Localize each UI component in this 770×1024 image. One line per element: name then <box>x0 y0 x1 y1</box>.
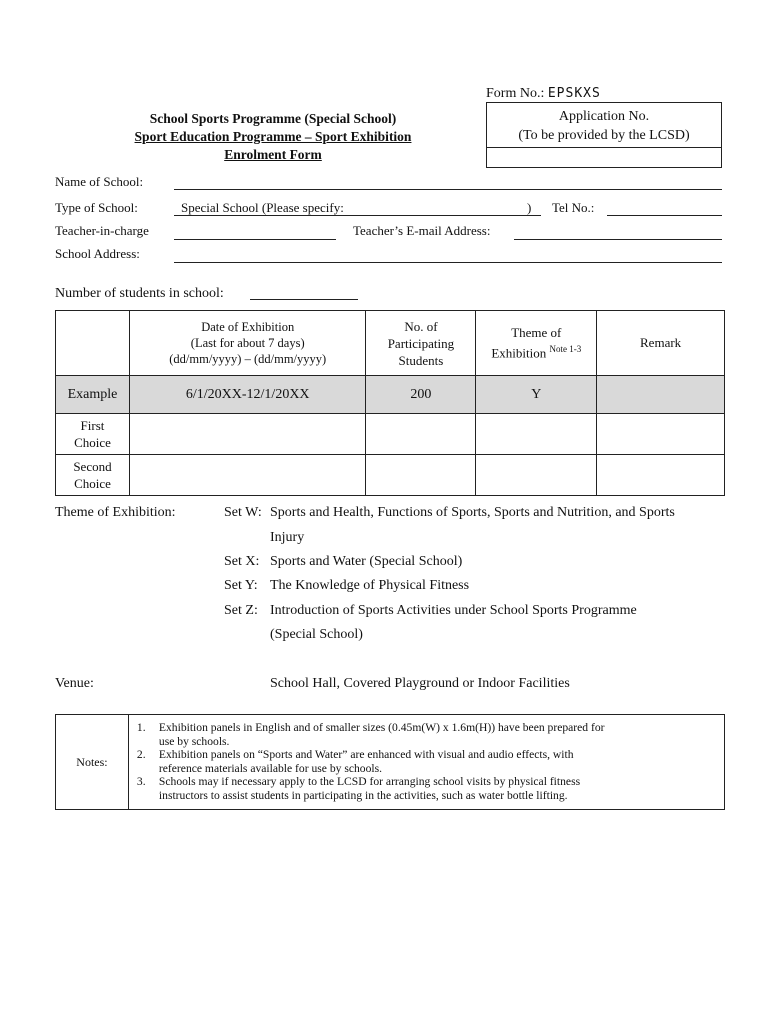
header-remark: Remark <box>597 311 725 376</box>
application-number-label: Application No. <box>558 109 650 124</box>
close-paren: ) <box>527 200 532 215</box>
special-school-label: Special School (Please specify: <box>181 200 344 215</box>
example-row <box>56 376 725 414</box>
example-remark <box>597 376 725 414</box>
header-theme: Theme of Exhibition $^{Note 1-3}$ <box>476 311 597 376</box>
set-z-key: Set Z: <box>224 603 258 618</box>
teacher-in-charge-input[interactable] <box>174 239 336 240</box>
second-choice-row <box>56 455 725 496</box>
form-number-label: Form No.: <box>486 86 545 101</box>
teacher-in-charge-label: Teacher-in-charge <box>55 223 149 238</box>
name-of-school-label: Name of School: <box>55 174 144 189</box>
form-number <box>486 86 601 102</box>
second-choice-theme-cell[interactable] <box>476 455 597 496</box>
application-number-note: (To be provided by the LCSD) <box>518 128 690 143</box>
header-date: Date of Exhibition (Last for about 7 days) (dd/mm/yyyy) – (dd/mm/yyyy) <box>129 311 366 376</box>
notes-label: Notes: <box>56 715 129 810</box>
venue-label: Venue: <box>55 676 94 691</box>
table-header-row <box>56 311 725 376</box>
second-choice-date-cell[interactable] <box>129 455 366 496</box>
example-theme: Y <box>476 376 597 414</box>
note-item: 2. Exhibition panels on “Sports and Water” are enhanced with visual and audio effects, with reference materials available for use by schools. <box>136 748 574 775</box>
school-address-input[interactable] <box>174 262 722 263</box>
example-students: 200 <box>366 376 476 414</box>
first-choice-theme-cell[interactable] <box>476 414 597 455</box>
set-w-text-cont: Injury <box>270 530 305 545</box>
example-date: 6/1/20XX-12/1/20XX <box>129 376 366 414</box>
set-w-text: Sports and Health, Functions of Sports, Sports and Nutrition, and Sports <box>270 505 675 520</box>
set-x-text: Sports and Water (Special School) <box>270 554 463 569</box>
second-choice-remark-cell[interactable] <box>597 455 725 496</box>
form-number-value: EPSKXS <box>547 86 601 101</box>
name-of-school-input[interactable] <box>174 189 722 190</box>
example-label: Example <box>56 376 130 414</box>
first-choice-row <box>56 414 725 455</box>
first-choice-students-cell[interactable] <box>366 414 476 455</box>
application-number-box <box>486 102 722 168</box>
set-z-text: Introduction of Sports Activities under School Sports Programme <box>270 603 637 618</box>
header-participants: No. of Participating Students <box>366 311 476 376</box>
title-line-3: Enrolment Form <box>224 147 322 162</box>
school-address-label: School Address: <box>55 246 140 261</box>
title-line-1: School Sports Programme (Special School) <box>149 111 397 126</box>
header-empty-cell <box>56 311 130 376</box>
theme-section-label: Theme of Exhibition: <box>55 505 176 520</box>
notes-list <box>128 715 724 810</box>
type-of-school-label: Type of School: <box>55 200 138 215</box>
second-choice-label: Second Choice <box>56 455 130 496</box>
application-number-field[interactable] <box>491 149 717 166</box>
title-line-2: Sport Education Programme – Sport Exhibition <box>134 129 412 144</box>
form-title <box>105 110 441 164</box>
set-w-key: Set W: <box>224 505 262 520</box>
type-of-school-input[interactable] <box>174 215 541 216</box>
teacher-email-input[interactable] <box>514 239 722 240</box>
theme-note-ref: Note 1-3 <box>549 343 582 354</box>
tel-no-label: Tel No.: <box>552 200 595 215</box>
set-x-key: Set X: <box>224 554 260 569</box>
number-of-students-label: Number of students in school: <box>55 286 224 301</box>
tel-no-input[interactable] <box>607 215 722 216</box>
set-y-key: Set Y: <box>224 578 258 593</box>
set-z-text-cont: (Special School) <box>270 627 363 642</box>
first-choice-date-cell[interactable] <box>129 414 366 455</box>
first-choice-label: First Choice <box>56 414 130 455</box>
venue-value: School Hall, Covered Playground or Indoor Facilities <box>270 676 570 691</box>
first-choice-remark-cell[interactable] <box>597 414 725 455</box>
number-of-students-input[interactable] <box>250 299 358 300</box>
teacher-email-label: Teacher’s E-mail Address: <box>353 223 491 238</box>
notes-table <box>55 714 725 810</box>
enrolment-table <box>55 310 725 496</box>
note-item: 3. Schools may if necessary apply to the LCSD for arranging school visits by physical fitness instructors to assist students in participating in the activities, such as water bottle lifting. <box>136 775 581 802</box>
second-choice-students-cell[interactable] <box>366 455 476 496</box>
note-item: 1. Exhibition panels in English and of smaller sizes (0.45m(W) x 1.6m(H)) have been prepared for use by schools. <box>136 721 605 748</box>
set-y-text: The Knowledge of Physical Fitness <box>270 578 470 593</box>
